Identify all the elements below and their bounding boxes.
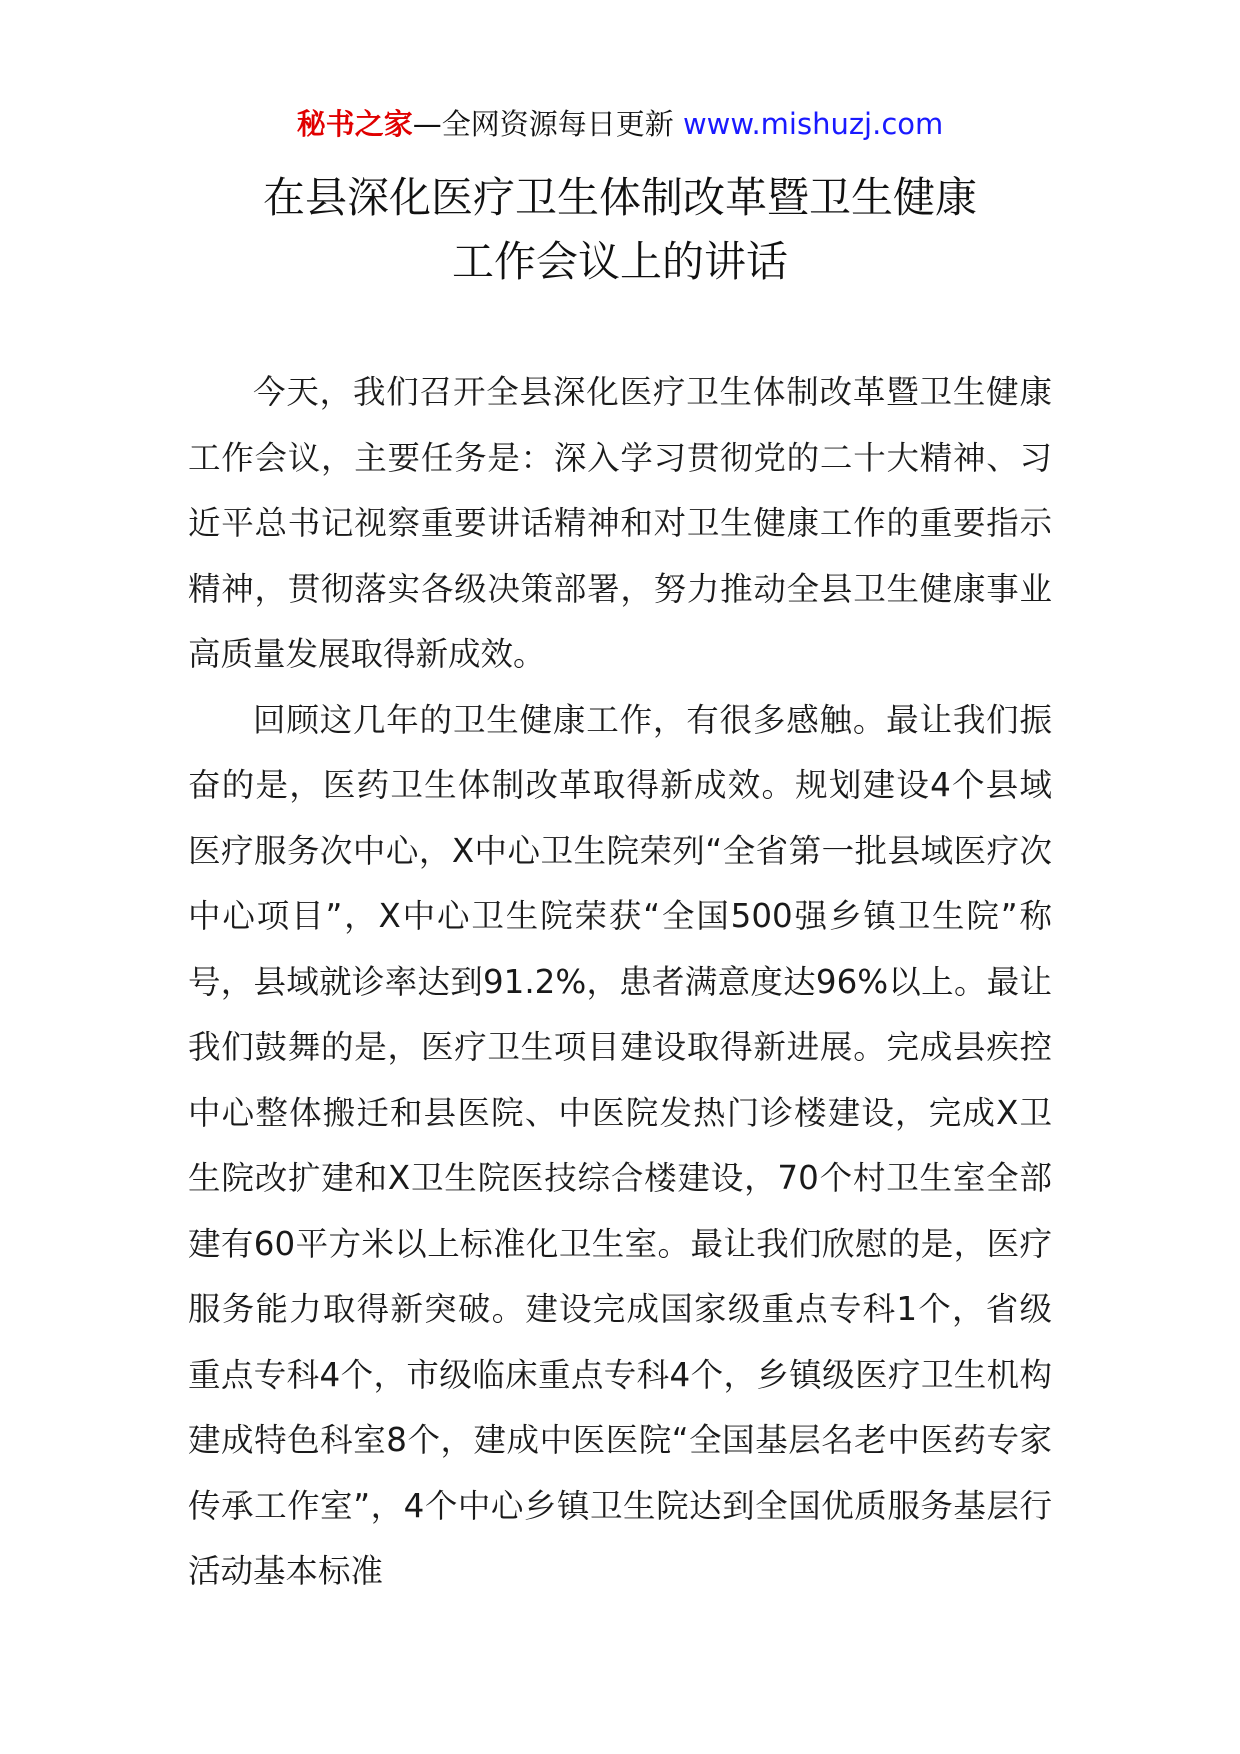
document-title — [0, 166, 1240, 294]
document-body — [188, 360, 1052, 1605]
site-brand: 秘书之家 — [296, 107, 413, 141]
site-header — [0, 104, 1240, 144]
site-tagline: —全网资源每日更新 — [412, 107, 674, 141]
title-line-2: 工作会议上的讲话 — [451, 237, 788, 286]
title-line-1: 在县深化医疗卫生体制改革暨卫生健康 — [262, 173, 977, 222]
site-url-link[interactable]: www.mishuzj.com — [682, 107, 944, 141]
paragraph-review: 回顾这几年的卫生健康工作，有很多感触。最让我们振奋的是，医药卫生体制改革取得新成效。规划建设4个县域医疗服务次中心，X中心卫生院荣列“全省第一批县域医疗次中心项目”，X中心卫生院荣获“全国500强乡镇卫生院”称号，县域就诊率达到91.2%，患者满意度达96%以上。最让我们鼓舞的是，医疗卫生项目建设取得新进展。完成县疾控中心整体搬迁和县医院、中医院发热门诊楼建设，完成X卫生院改扩建和X卫生院医技综合楼建设，70个村卫生室全部建有60平方米以上标准化卫生室。最让我们欣慰的是，医疗服务能力取得新突破。建设完成国家级重点专科1个，省级重点专科4个，市级临床重点专科4个，乡镇级医疗卫生机构建成特色科室8个，建成中医医院“全国基层名老中医药专家传承工作室”，4个中心乡镇卫生院达到全国优质服务基层行活动基本标准 — [188, 700, 1052, 1590]
paragraph-intro: 今天，我们召开全县深化医疗卫生体制改革暨卫生健康工作会议，主要任务是：深入学习贯彻党的二十大精神、习近平总书记视察重要讲话精神和对卫生健康工作的重要指示精神，贯彻落实各级决策部署，努力推动全县卫生健康事业高质量发展取得新成效。 — [188, 373, 1052, 673]
